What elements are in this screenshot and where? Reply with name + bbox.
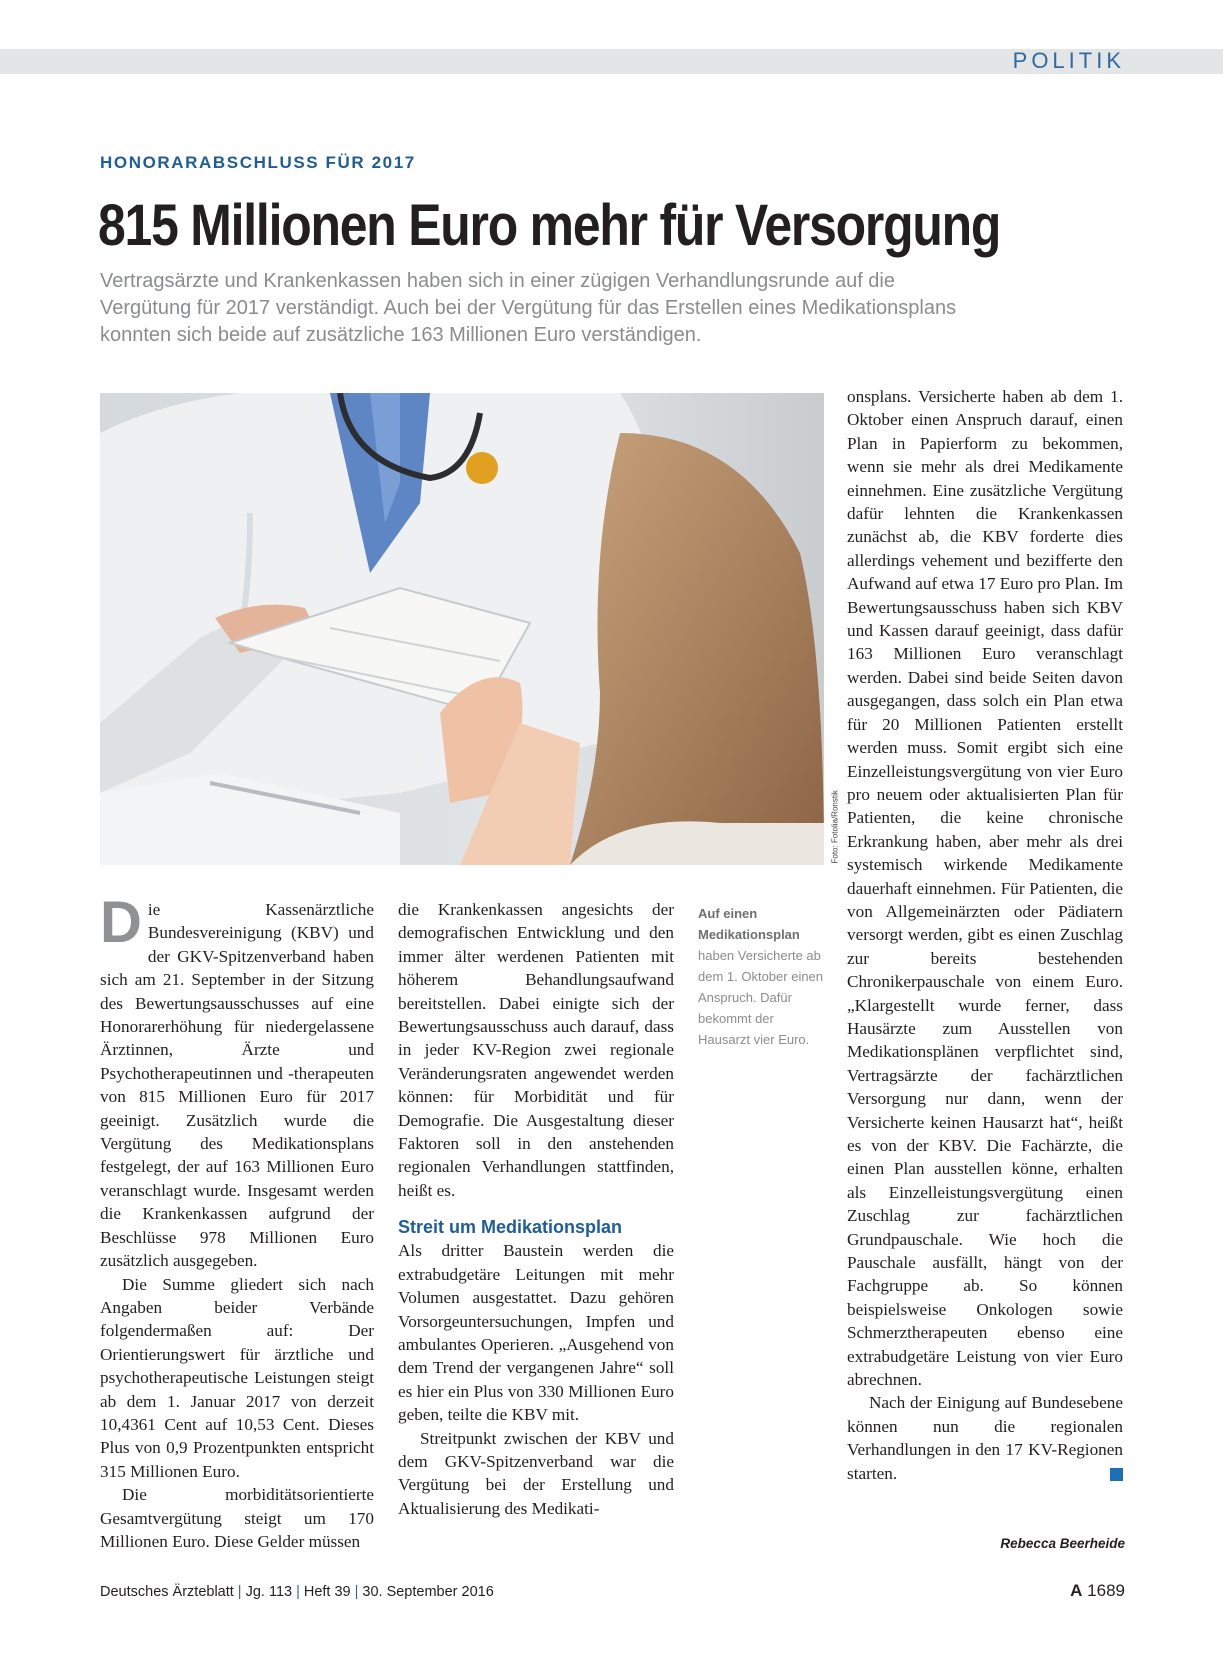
- body-paragraph: die Krankenkassen angesichts der demografischen Entwicklung und den immer älter werdenen Patienten mit höherem Behandlungsaufwand bereitstellen. Dabei einigte sich der Bewertungsausschuss auch darauf, dass in jeder KV-Region zwei regionale Veränderungsraten angewendet werden können: für Morbidität und für Demografie. Die Ausgestaltung dieser Faktoren soll in den anstehenden regionalen Verhandlungen stattfinden, heißt es.: [398, 900, 674, 1200]
- text-column-3: [847, 385, 1123, 1485]
- journal-volume: Jg. 113: [245, 1584, 293, 1600]
- divider: |: [354, 1584, 359, 1600]
- body-paragraph: onsplans. Versicherte haben ab dem 1. Oktober einen Anspruch darauf, einen Plan in Papierform zu bekommen, wenn sie mehr als drei Medikamente einnehmen. Eine zusätzliche Vergütung dafür lehnten die Krankenkassen zunächst ab, die KBV forderte dies allerdings vehement und bezifferte den Aufwand auf etwa 17 Euro pro Plan. Im Bewertungsausschuss haben sich KBV und Kassen darauf geeinigt, dass dafür 163 Millionen Euro veranschlagt werden. Dabei sind beide Seiten davon ausgegangen, dass solch ein Plan etwa für 20 Millionen Patienten erstellt werden muss. Somit ergibt sich eine Einzelleistungsvergütung von vier Euro pro neuem oder aktualisierten Plan für Patienten, die keine chronische Erkrankung haben, aber mehr als drei systemisch wirkende Medikamente dauerhaft einnehmen. Für Patienten, die von Allgemeinärzten oder Pädiatern versorgt werden, gibt es einen Zuschlag zur bereits bestehenden Chronikerpauschale von einem Euro. „Klargestellt wurde ferner, dass Hausärzte zum Ausstellen von Medikationsplänen verpflichtet sind, Vertragsärzte der fachärztlichen Versorgung nur dann, wenn der Versicherte keinen Hausarzt hat“, heißt es von der KBV. Die Fachärzte, die einen Plan ausstellen könne, erhalten als Einzelleistungsvergütung einen Zuschlag zur fachärztlichen Grundpauschale. Wie hoch die Pauschale ausfällt, hängt von der Fachgruppe ab. So können beispielsweise Onkologen sowie Schmerztherapeuten ebenso eine extrabudgetäre Leistung von vier Euro abrechnen.: [847, 387, 1123, 1390]
- lead-line: Vertragsärzte und Krankenkassen haben sich in einer zügigen Verhandlungsrunde auf die: [100, 270, 895, 292]
- photo-caption: [698, 903, 826, 1050]
- body-paragraph: Streitpunkt zwischen der KBV und dem GKV-Spitzenverband war die Vergütung bei der Erstellung und Aktualisierung des Medikati-: [398, 1428, 674, 1518]
- paragraph-text: Nach der Einigung auf Bundesebene können nun die regionalen Verhandlungen in den 17 KV-Regionen starten.: [847, 1393, 1123, 1483]
- journal-name: Deutsches Ärzteblatt: [100, 1584, 234, 1600]
- body-paragraph: Die morbiditätsorientierte Gesamtvergütung steigt um 170 Millionen Euro. Diese Gelder müssen: [100, 1485, 374, 1551]
- body-paragraph: Als dritter Baustein werden die extrabudgetäre Leitungen mit mehr Volumen ausgestattet. Dazu gehören Vorsorgeuntersuchungen, Impfen und ambulantes Operieren. „Ausgehend von dem Trend der vergangenen Jahre“ soll es hier ein Plus von 330 Millionen Euro geben, teilte die KBV mit.: [398, 1241, 674, 1425]
- page-number: [1070, 1581, 1125, 1601]
- article-title: 815 Millionen Euro mehr für Versorgung: [98, 193, 1001, 258]
- page-prefix: A: [1070, 1581, 1083, 1600]
- subheading: Streit um Medikationsplan: [398, 1217, 623, 1238]
- end-mark-icon: [1110, 1468, 1123, 1481]
- text-column-2: [398, 898, 674, 1520]
- photo-credit-text: Foto: Fotolia/Ronstik: [830, 790, 840, 864]
- doctor-patient-illustration: [100, 393, 824, 865]
- journal-issue: Heft 39: [303, 1584, 351, 1600]
- paragraph-text: ie Kassenärztliche Bundesvereinigung (KBV) und der GKV-Spitzenverband haben sich am 21. September in der Sitzung des Bewertungsausschusses auf eine Honorarerhöhung für niedergelassene Ärztinnen, Ärzte und Psychotherapeutinnen und -therapeuten von 815 Millionen Euro für 2017 geeinigt. Zusätzlich wurde die Vergütung des Medikationsplans festgelegt, der auf 163 Millionen Euro veranschlagt wurde. Insgesamt werden die Krankenkassen aufgrund der Beschlüsse 978 Millionen Euro zusätzlich ausgegeben.: [100, 900, 374, 1271]
- section-label: POLITIK: [1012, 48, 1125, 73]
- issue-date: 30. September 2016: [362, 1584, 494, 1600]
- drop-cap: D: [100, 890, 142, 955]
- caption-bold: Auf einen Medikationsplan: [698, 906, 800, 942]
- text-column-1: [100, 890, 374, 1553]
- page-number-value: 1689: [1087, 1581, 1125, 1600]
- article-lead: [100, 268, 1120, 349]
- page-footer: [100, 1584, 494, 1600]
- lead-line: konnten sich beide auf zusätzliche 163 Millionen Euro verständigen.: [100, 324, 702, 346]
- body-paragraph: [100, 890, 374, 1273]
- author-name: Rebecca Beerheide: [1000, 1536, 1125, 1551]
- lead-line: Vergütung für 2017 verständigt. Auch bei der Vergütung für das Erstellen eines Medikationsplans: [100, 297, 957, 319]
- article-kicker: HONORARABSCHLUSS FÜR 2017: [100, 153, 416, 172]
- divider: |: [237, 1584, 242, 1600]
- article-photo: [100, 393, 824, 865]
- body-paragraph: Die Summe gliedert sich nach Angaben beider Verbände folgendermaßen auf: Der Orientierungswert für ärztliche und psychotherapeutische Leistungen steigt ab dem 1. Januar 2017 von derzeit 10,4361 Cent auf 10,53 Cent. Dieses Plus von 0,9 Prozentpunkten entspricht 315 Millionen Euro.: [100, 1274, 374, 1481]
- divider: |: [296, 1584, 300, 1600]
- caption-text: haben Versicherte ab dem 1. Oktober einen Anspruch. Dafür bekommt der Hausarzt vier Euro.: [698, 948, 824, 1047]
- photo-credit: [826, 790, 842, 868]
- body-paragraph: [847, 1391, 1123, 1485]
